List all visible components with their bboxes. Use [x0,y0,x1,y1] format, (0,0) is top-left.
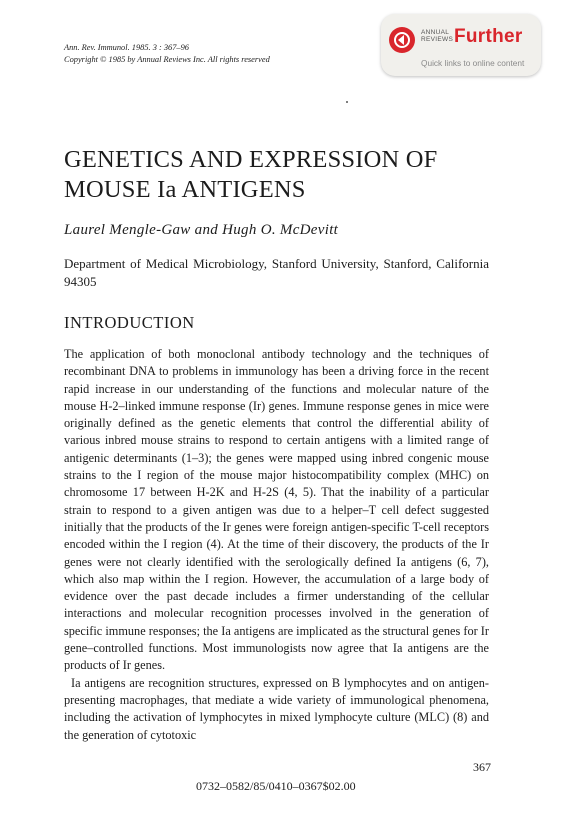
further-arrow-icon [389,27,415,53]
article-authors: Laurel Mengle-Gaw and Hugh O. McDevitt [64,222,339,238]
further-badge[interactable] [381,14,541,76]
paragraph: The application of both monoclonal antibody technology and the techniques of recombinant DNA to problems in immunology has been a driving force in the recent rapid increase in our understanding of the functions and molecular nature of the mouse H-2–linked immune response (Ir) genes. Immune response genes in mice were originally defined as the genetic elements that control the differential ability of various inbred mouse strains to respond to certain antigens with a limited range of antigenic determinants (1–3); the genes were mapped using inbred congenic mouse strains to the I region of the mouse major histocompatibility complex (MHC) on chromosome 17 between H-2K and H-2S (4, 5). That the inability of a particular strain to respond to a given antigen was due to a helper–T cell defect suggested initially that the products of the Ir genes were foreign antigen-specific T-cell receptors encoded within the I region (4). At the time of their discovery, the products of the Ir genes were not clearly identified with the serologically defined Ia antigens (6, 7), which also map within the I region. However, the accumulation of a large body of evidence over the past decade includes a firmer understanding of the cellular interactions and molecular recognition processes involved in the generation of specific immune responses; the Ia antigens are implicated as the structural genes for Ir gene–controlled functions. Most immunologists now agree that Ia antigens are the products of Ir genes. [64,347,489,673]
page-number: 367 [473,760,491,774]
copyright-notice: Copyright © 1985 by Annual Reviews Inc. All rights reserved [64,55,270,64]
author-affiliation: Department of Medical Microbiology, Stanford University, Stanford, California 94305 [64,256,489,289]
section-heading: INTRODUCTION [64,313,195,332]
badge-publisher: ANNUAL REVIEWS [421,29,454,43]
badge-tagline[interactable]: Quick links to online content [421,58,525,68]
paragraph: Ia antigens are recognition structures, expressed on B lymphocytes and on antigen-presenting macrophages, that mediate a wide variety of immunological phenomena, including the activation of lymphocytes in mixed lymphocyte culture (MLC) (8) and the generation of cytotoxic [64,675,489,742]
badge-further-word: Further [454,26,523,47]
article-code: 0732–0582/85/0410–0367$02.00 [196,779,356,793]
article-body [64,346,489,744]
journal-header [64,42,270,66]
stray-dot [346,101,348,103]
journal-citation: Ann. Rev. Immunol. 1985. 3 : 367–96 [64,43,189,52]
article-title: GENETICS AND EXPRESSION OF MOUSE Ia ANTIGENS [64,146,438,203]
